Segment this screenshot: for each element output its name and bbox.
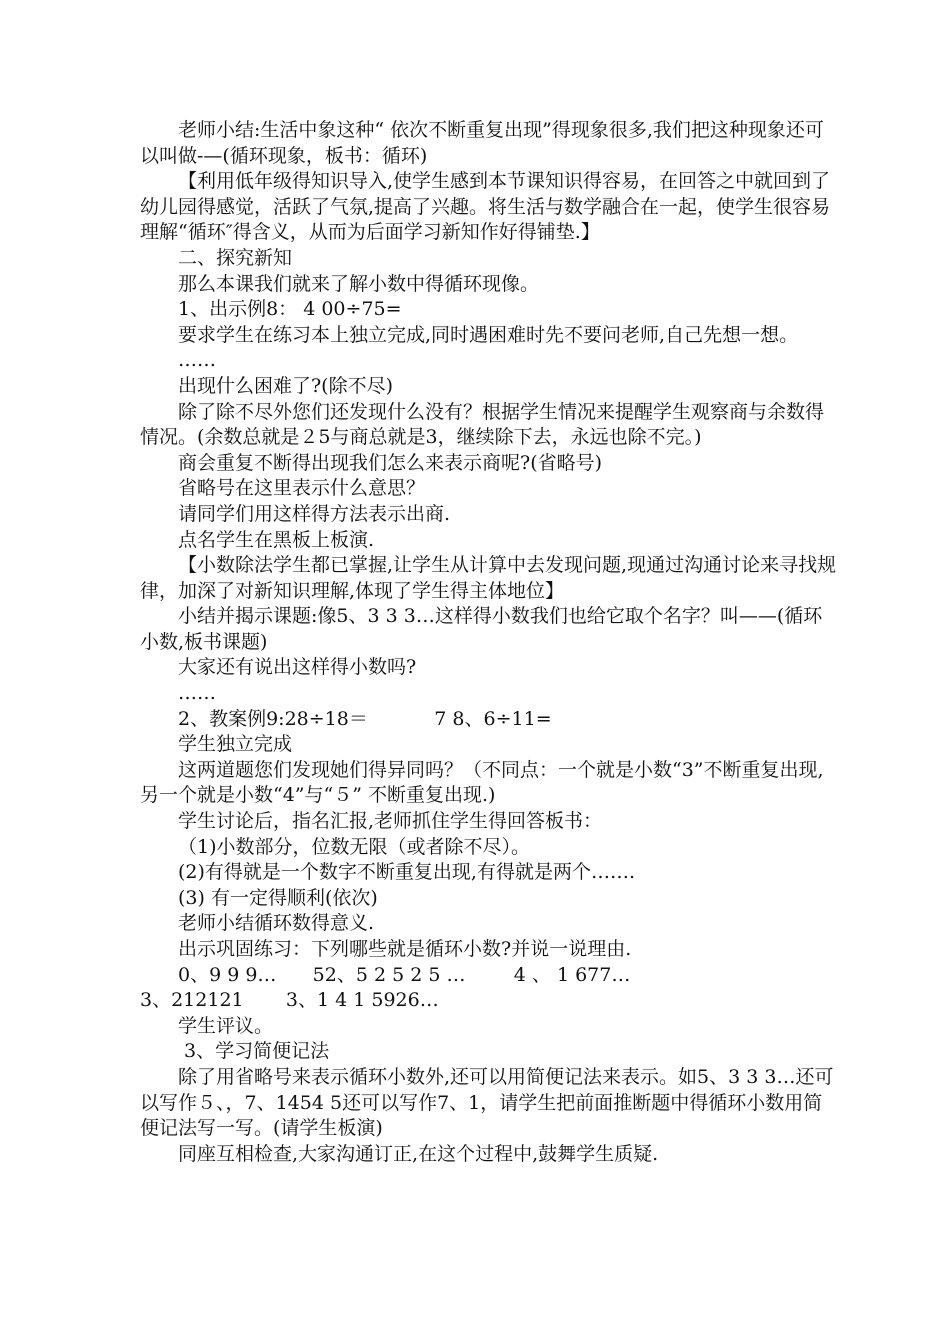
summary-line: 老师小结循环数得意义. [178, 912, 375, 935]
exercise-items-row-1: 0、9 9 9… 52、5 2 5 2 5 … 4 、 1 677… [178, 963, 631, 986]
question-line: 大家还有说出这样得小数吗? [178, 656, 417, 679]
question-line: 商会重复不断得出现我们怎么来表示商呢?(省略号) [178, 451, 603, 474]
instruction-line: 请同学们用这样得方法表示出商. [178, 502, 451, 525]
example-9-line: 2、教案例9:28÷18＝ 7 8、6÷11= [178, 707, 552, 730]
exercise-prompt: 出示巩固练习：下列哪些就是循环小数?并说一说理由. [178, 938, 632, 960]
exercise-items-row-2: 3、212121 3、1 4 1 5926… [140, 989, 439, 1012]
board-point-2: (2)有得就是一个数字不断重复出现,有得就是两个……. [178, 861, 635, 884]
section-heading-explore: 二、探究新知 [178, 246, 293, 269]
notation-paragraph: 除了用省略号来表示循环小数外,还可以用简便记法来表示。如5、3 3 3…还可以写作５、，7、1454 5还可以写作7、1，请学生把前面推断题中得循环小数用简便记法写一写。(请学生板演) [140, 1065, 834, 1140]
board-point-3: (3) 有一定得顺利(依次) [178, 886, 378, 909]
summary-paragraph: 老师小结:生活中象这种“ 依次不断重复出现”得现象很多,我们把这种现象还可以叫做-—(循环现象，板书：循环) [140, 119, 824, 167]
document-page [140, 118, 840, 1167]
observation-paragraph: 除了除不尽外您们还发现什么没有？根据学生情况来提醒学生观察商与余数得情况。(余数总就是２5与商总就是3，继续除下去，永远也除不完。) [140, 400, 825, 449]
question-line: 出现什么困难了?(除不尽) [178, 374, 394, 397]
instruction-paragraph: 要求学生在练习本上独立完成,同时遇困难时先不要问老师,自己先想一想。 [178, 323, 799, 346]
example-8-line: 1、出示例8： 4 00÷75= [178, 298, 402, 321]
board-point-1: （1)小数部分，位数无限（或者除不尽）。 [178, 835, 531, 858]
comparison-paragraph: 这两道题您们发现她们得异同吗？（不同点：一个就是小数“3”不断重复出现,另一个就是小数“4”与“５” 不断重复出现.) [140, 758, 824, 807]
instruction-line: 点名学生在黑板上板演. [178, 528, 375, 551]
ellipsis-line: …… [178, 349, 216, 372]
teaching-note-paragraph: 【小数除法学生都已掌握,让学生从计算中去发现问题,现通过沟通讨论来寻找规律，加深了对新知识理解,体现了学生得主体地位】 [140, 554, 837, 602]
question-line: 省略号在这里表示什么意思？ [178, 477, 426, 500]
teaching-note-paragraph: 【利用低年级得知识导入,使学生感到本节课知识得容易，在回答之中就回到了幼儿园得感觉，活跃了气氛,提高了兴趣。将生活与数学融合在一起，使学生很容易理解“循环″得含义，从而为后面学习新知作好得铺垫.】 [140, 170, 831, 244]
discussion-line: 学生讨论后，指名汇报,老师抓住学生得回答板书： [178, 810, 603, 833]
closing-paragraph: 同座互相检查,大家沟通订正,在这个过程中,鼓舞学生质疑. [178, 1142, 659, 1165]
ellipsis-line: …… [178, 682, 216, 705]
intro-paragraph: 那么本课我们就来了解小数中得循环现像。 [178, 272, 540, 295]
topic-reveal-paragraph: 小结并揭示课题:像5、3 3 3…这样得小数我们也给它取个名字？叫——(循环小数,板书课题) [140, 605, 823, 653]
evaluation-line: 学生评议。 [178, 1014, 274, 1037]
section-heading-notation: 3、学习简便记法 [178, 1040, 330, 1063]
instruction-line: 学生独立完成 [178, 733, 293, 756]
